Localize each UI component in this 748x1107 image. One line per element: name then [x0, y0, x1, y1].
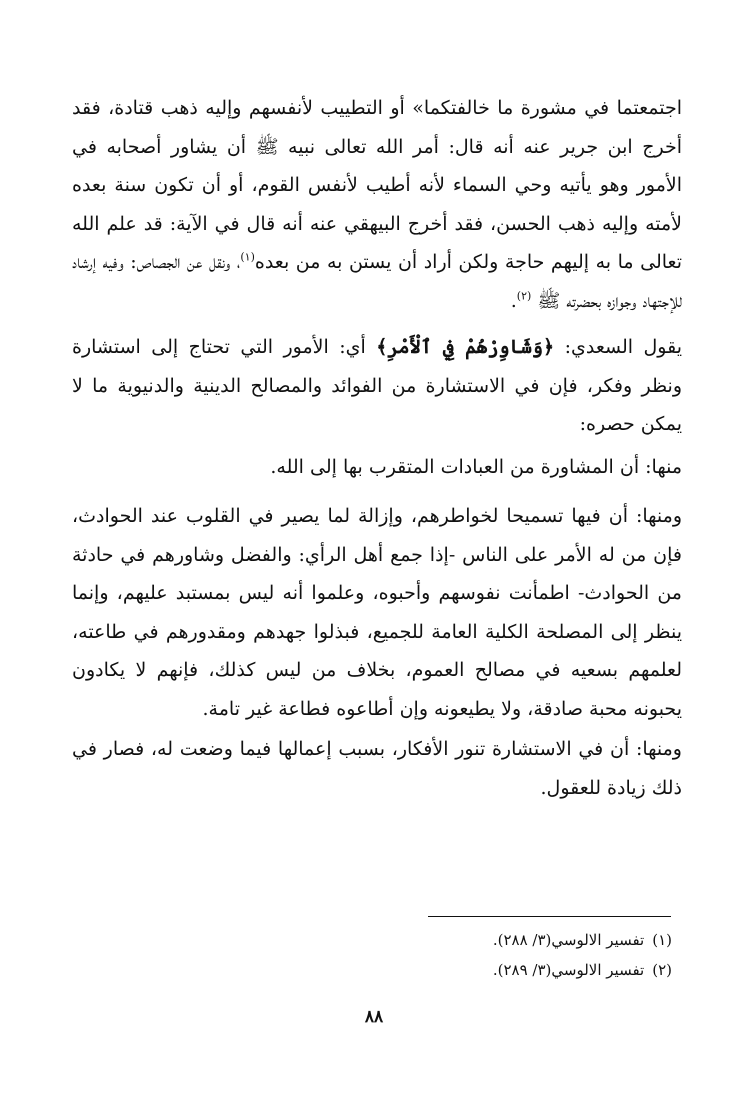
- paragraph-3: منها: أن المشاورة من العبادات المتقرب بها إلى الله.: [270, 456, 682, 478]
- paragraph-1-continuation: ، ونقل عن الجصاص: وفيه إرشاد للإجتهاد وجوازه بحضرته ﷺ: [72, 251, 682, 312]
- paragraph-1-text: اجتمعتما في مشورة ما خالفتكما» أو التطييب لأنفسهم وإليه ذهب قتادة، فقد أخرج ابن جرير عنه أنه قال: أمر الله تعالى نبيه ﷺ أن يشاور أصحابه في الأمور وهو يأتيه وحي السماء لأنه أطيب لأنفس القوم، أو أن تكون سنة بعده لأمته وإليه ذهب الحسن، فقد أخرج البيهقي عنه أنه قال في الآية: قد علم الله تعالى ما به إليهم حاجة ولكن أراد أن يستن به من بعده: [72, 97, 682, 273]
- paragraph-2-intro: يقول السعدي:: [554, 336, 683, 358]
- paragraph-1-end: .: [510, 289, 517, 312]
- quran-verse: ﴿وَشَاوِرْهُمْ فِي ٱلْأَمْرِ﴾: [376, 336, 555, 358]
- footnote-1-text: تفسير الالوسي(٣/ ٢٨٨).: [492, 931, 645, 949]
- footnote-1: [300, 925, 672, 955]
- paragraph-5: ومنها: أن في الاستشارة تنور الأفكار، بسبب إعمالها فيما وضعت له، فصار في ذلك زيادة للعقول.: [72, 738, 682, 799]
- footnote-ref-1: (١): [240, 250, 255, 264]
- paragraph-2: [72, 328, 682, 444]
- footnote-2-text: تفسير الالوسي(٣/ ٢٨٩).: [492, 961, 645, 979]
- footnote-1-number: (١): [652, 931, 672, 949]
- paragraph-4: ومنها: أن فيها تسميحا لخواطرهم، وإزالة لما يصير في القلوب عند الحوادث، فإن من له الأمر على الناس -إذا جمع أهل الرأي: والفضل وشاورهم في حادثة من الحوادث- اطمأنت نفوسهم وأحبوه، وعلموا أنه ليس بمستبد عليهم، وإنما ينظر إلى المصلحة الكلية العامة للجميع، فبذلوا جهدهم ومقدورهم في طاعته، لعلمهم بسعيه في مصالح العموم، بخلاف من ليس كذلك، فإنهم لا يكادون يحبونه محبة صادقة، ولا يطيعونه وإن أطاعوه فطاعة غير تامة.: [72, 505, 682, 720]
- footnotes: [300, 925, 672, 985]
- paragraph-2-text: أي: الأمور التي تحتاج إلى استشارة ونظر وفكر، فإن في الاستشارة من الفوائد والمصالح الدينية والدنيوية ما لا يمكن حصره:: [72, 336, 682, 435]
- footnote-divider: [428, 916, 671, 917]
- footnote-2-number: (٢): [652, 961, 672, 979]
- paragraph-1: [72, 89, 682, 320]
- footnote-ref-2: (٢): [516, 289, 532, 303]
- footnote-2: [300, 955, 672, 985]
- page-number: ٨٨: [364, 1007, 384, 1027]
